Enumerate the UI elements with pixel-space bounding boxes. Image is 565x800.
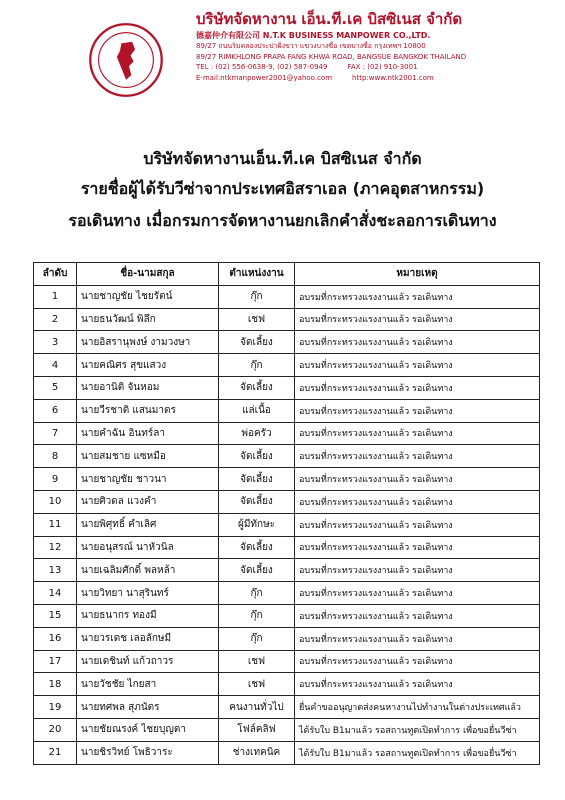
- letterhead-text: [196, 10, 496, 83]
- cell-position: ผู้มีทักษะ: [219, 513, 295, 536]
- cell-number: 12: [34, 536, 77, 559]
- cell-position: จัดเลี้ยง: [219, 331, 295, 354]
- table-row: [34, 513, 540, 536]
- table-row: [34, 285, 540, 308]
- cell-remark: ได้รับใบ B1มาแล้ว รอสถานทูตเปิดทำการ เพื่อขอยื่นวีซ่า: [295, 741, 540, 764]
- cell-name: นายชาญชัย ชาวนา: [77, 468, 219, 491]
- table-row: [34, 422, 540, 445]
- cell-remark: อบรมที่กระทรวงแรงงานแล้ว รอเดินทาง: [295, 559, 540, 582]
- cell-position: จัดเลี้ยง: [219, 559, 295, 582]
- table-row: [34, 696, 540, 719]
- cell-number: 6: [34, 399, 77, 422]
- cell-remark: ได้รับใบ B1มาแล้ว รอสถานทูตเปิดทำการ เพื่อขอยื่นวีซ่า: [295, 718, 540, 741]
- letterhead-company-name: บริษัทจัดหางาน เอ็น.ที.เค บิสซิเนส จำกัด: [196, 10, 463, 28]
- cell-remark: อบรมที่กระทรวงแรงงานแล้ว รอเดินทาง: [295, 308, 540, 331]
- cell-name: นายคณิศร สุขแสวง: [77, 354, 219, 377]
- cell-number: 10: [34, 490, 77, 513]
- header-position: ตำแหน่งงาน: [219, 263, 295, 286]
- cell-remark: ยื่นคำขออนุญาตส่งคนหางานไปทำงานในต่างประเทศแล้ว: [295, 696, 540, 719]
- cell-position: จัดเลี้ยง: [219, 376, 295, 399]
- cell-remark: อบรมที่กระทรวงแรงงานแล้ว รอเดินทาง: [295, 536, 540, 559]
- table-row: [34, 582, 540, 605]
- cell-position: แล่เนื้อ: [219, 399, 295, 422]
- visa-roster-table: [33, 262, 540, 765]
- cell-number: 18: [34, 673, 77, 696]
- table-row: [34, 741, 540, 764]
- cell-number: 11: [34, 513, 77, 536]
- cell-name: นายคำฉัน อินทร์ลา: [77, 422, 219, 445]
- cell-number: 15: [34, 604, 77, 627]
- letterhead-tel: TEL : (02) 556-0638-9, (02) 587-0949: [196, 63, 328, 71]
- letterhead-company-subtitle: 德嘉仲介有限公司 N.T.K BUSINESS MANPOWER CO.,LTD.: [196, 31, 431, 40]
- table-row: [34, 559, 540, 582]
- table-row: [34, 331, 540, 354]
- cell-position: กุ๊ก: [219, 285, 295, 308]
- cell-name: นายชัยณรงค์ ไชยบุญตา: [77, 718, 219, 741]
- cell-remark: อบรมที่กระทรวงแรงงานแล้ว รอเดินทาง: [295, 627, 540, 650]
- cell-remark: อบรมที่กระทรวงแรงงานแล้ว รอเดินทาง: [295, 285, 540, 308]
- cell-number: 19: [34, 696, 77, 719]
- table-row: [34, 650, 540, 673]
- cell-remark: อบรมที่กระทรวงแรงงานแล้ว รอเดินทาง: [295, 582, 540, 605]
- letterhead-address-th: 89/27 ถนนริมคลองประปาฝั่งขวา แขวงบางซื่อ เขตบางซื่อ กรุงเทพฯ 10800: [196, 42, 426, 50]
- cell-position: โฟล์คลิฟ: [219, 718, 295, 741]
- letterhead-email: E-mail:ntkmanpower2001@yahoo.com: [196, 73, 333, 82]
- header-number: ลำดับ: [34, 263, 77, 286]
- cell-position: จัดเลี้ยง: [219, 536, 295, 559]
- cell-name: นายพิศุทธิ์ คำเลิศ: [77, 513, 219, 536]
- cell-name: นายทศพล สุภนัตร: [77, 696, 219, 719]
- letterhead-website: http:www.ntk2001.com: [352, 73, 434, 82]
- cell-number: 16: [34, 627, 77, 650]
- cell-name: นายชาญชัย ไชยรัตน์: [77, 285, 219, 308]
- cell-position: กุ๊ก: [219, 582, 295, 605]
- cell-remark: อบรมที่กระทรวงแรงงานแล้ว รอเดินทาง: [295, 468, 540, 491]
- cell-number: 21: [34, 741, 77, 764]
- letterhead-contact-line: [196, 62, 496, 73]
- cell-number: 14: [34, 582, 77, 605]
- cell-remark: อบรมที่กระทรวงแรงงานแล้ว รอเดินทาง: [295, 513, 540, 536]
- table-row: [34, 354, 540, 377]
- cell-position: พ่อครัว: [219, 422, 295, 445]
- cell-name: นายศิวดล แวงคำ: [77, 490, 219, 513]
- cell-name: นายอิสรานุพงษ์ งามวงษา: [77, 331, 219, 354]
- cell-remark: อบรมที่กระทรวงแรงงานแล้ว รอเดินทาง: [295, 331, 540, 354]
- header-remark: หมายเหตุ: [295, 263, 540, 286]
- table-header-row: [34, 263, 540, 286]
- cell-number: 3: [34, 331, 77, 354]
- cell-name: นายอานิติ จันหอม: [77, 376, 219, 399]
- document-titles: [0, 145, 565, 237]
- cell-name: นายวัชชัย ไกยสา: [77, 673, 219, 696]
- cell-number: 5: [34, 376, 77, 399]
- cell-remark: อบรมที่กระทรวงแรงงานแล้ว รอเดินทาง: [295, 673, 540, 696]
- document-title-list: รายชื่อผู้ได้รับวีซ่าจากประเทศอิสราเอล (ภาคอุตสาหกรรม): [80, 179, 485, 198]
- cell-position: จัดเลี้ยง: [219, 468, 295, 491]
- cell-name: นายสมชาย แซหมือ: [77, 445, 219, 468]
- letterhead-fax: FAX : (02) 910-3001: [347, 63, 418, 71]
- cell-position: เชฟ: [219, 650, 295, 673]
- cell-number: 13: [34, 559, 77, 582]
- cell-position: ช่างเทคนิค: [219, 741, 295, 764]
- cell-position: จัดเลี้ยง: [219, 445, 295, 468]
- cell-name: นายวีรชาติ แสนมาตร: [77, 399, 219, 422]
- cell-name: นายธนากร ทองมี: [77, 604, 219, 627]
- cell-position: กุ๊ก: [219, 604, 295, 627]
- table-row: [34, 399, 540, 422]
- cell-remark: อบรมที่กระทรวงแรงงานแล้ว รอเดินทาง: [295, 376, 540, 399]
- table-row: [34, 308, 540, 331]
- document-title-status: รอเดินทาง เมื่อกรมการจัดหางานยกเลิกคำสั่งชะลอการเดินทาง: [68, 211, 497, 230]
- cell-remark: อบรมที่กระทรวงแรงงานแล้ว รอเดินทาง: [295, 399, 540, 422]
- cell-name: นายเดชินท์ แก้วถาวร: [77, 650, 219, 673]
- cell-number: 8: [34, 445, 77, 468]
- table-row: [34, 718, 540, 741]
- cell-number: 1: [34, 285, 77, 308]
- table-row: [34, 536, 540, 559]
- cell-name: นายธนวัฒน์ พิลึก: [77, 308, 219, 331]
- cell-position: กุ๊ก: [219, 354, 295, 377]
- cell-position: คนงานทั่วไป: [219, 696, 295, 719]
- table-row: [34, 490, 540, 513]
- letterhead-address-en: 89/27 RIMKHLONG PRAPA FANG KHWA ROAD, BANGSUE BANGKOK THAILAND: [196, 52, 467, 61]
- cell-remark: อบรมที่กระทรวงแรงงานแล้ว รอเดินทาง: [295, 604, 540, 627]
- cell-position: จัดเลี้ยง: [219, 490, 295, 513]
- table-body: [34, 285, 540, 764]
- cell-remark: อบรมที่กระทรวงแรงงานแล้ว รอเดินทาง: [295, 354, 540, 377]
- cell-remark: อบรมที่กระทรวงแรงงานแล้ว รอเดินทาง: [295, 445, 540, 468]
- table-row: [34, 673, 540, 696]
- table-row: [34, 604, 540, 627]
- cell-name: นายเฉลิมศักดิ์ พลหล้า: [77, 559, 219, 582]
- cell-name: นายชิรวิทย์ โพธิวาระ: [77, 741, 219, 764]
- table-row: [34, 468, 540, 491]
- company-seal-logo: [88, 22, 164, 98]
- cell-number: 17: [34, 650, 77, 673]
- table-row: [34, 445, 540, 468]
- cell-name: นายอนุสรณ์ นาหัวนิล: [77, 536, 219, 559]
- cell-name: นายวิทยา นาสุรินทร์: [77, 582, 219, 605]
- cell-name: นายวรเดช เลอลักษมี: [77, 627, 219, 650]
- table-header: [34, 263, 540, 286]
- table-row: [34, 376, 540, 399]
- cell-remark: อบรมที่กระทรวงแรงงานแล้ว รอเดินทาง: [295, 490, 540, 513]
- header-name: ชื่อ-นามสกุล: [77, 263, 219, 286]
- table-row: [34, 627, 540, 650]
- letterhead-web-line: [196, 73, 496, 84]
- cell-number: 20: [34, 718, 77, 741]
- cell-number: 2: [34, 308, 77, 331]
- cell-position: เชฟ: [219, 673, 295, 696]
- cell-remark: อบรมที่กระทรวงแรงงานแล้ว รอเดินทาง: [295, 422, 540, 445]
- cell-number: 9: [34, 468, 77, 491]
- cell-number: 4: [34, 354, 77, 377]
- cell-number: 7: [34, 422, 77, 445]
- cell-position: เชฟ: [219, 308, 295, 331]
- cell-position: กุ๊ก: [219, 627, 295, 650]
- document-title-company: บริษัทจัดหางานเอ็น.ที.เค บิสซิเนส จำกัด: [143, 149, 422, 168]
- letterhead: [0, 0, 565, 110]
- cell-remark: อบรมที่กระทรวงแรงงานแล้ว รอเดินทาง: [295, 650, 540, 673]
